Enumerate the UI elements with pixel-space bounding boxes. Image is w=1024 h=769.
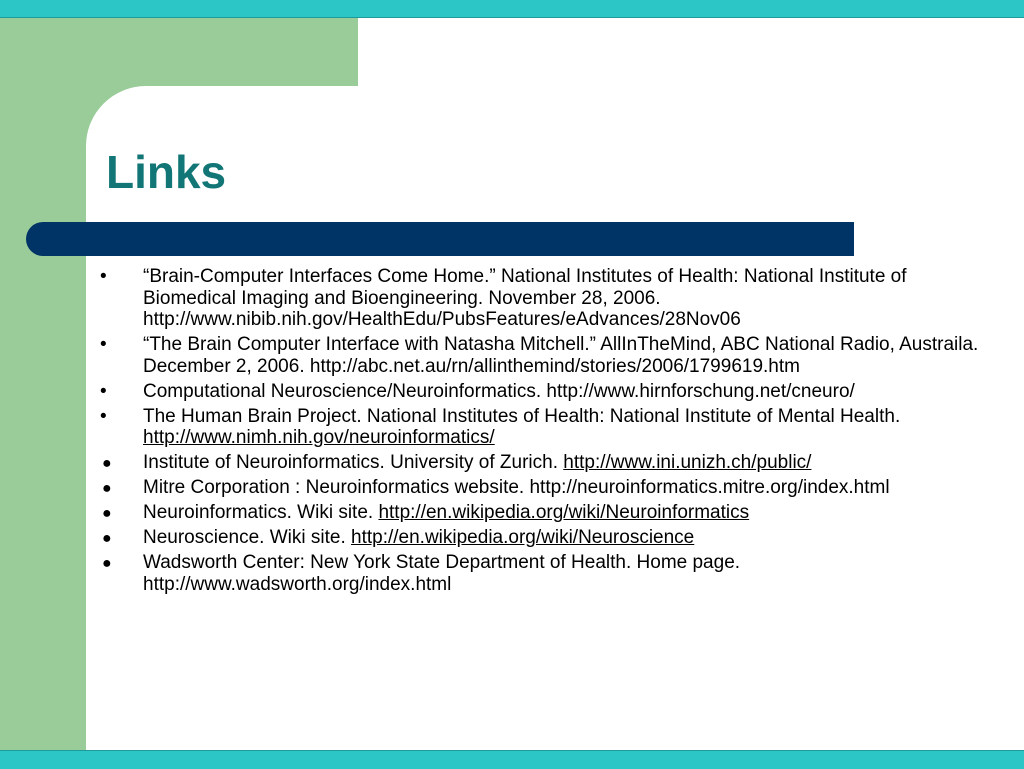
- list-item: [100, 266, 1000, 331]
- bullet-icon: •: [100, 405, 107, 427]
- wiki-neuroinformatics-link[interactable]: http://en.wikipedia.org/wiki/Neuroinformatics: [378, 502, 750, 523]
- top-accent-bar: [0, 0, 1024, 18]
- bullet-icon: •: [100, 380, 107, 402]
- list-item: [100, 502, 1000, 524]
- item-text: Computational Neuroscience/Neuroinformatics. http://www.hirnforschung.net/cneuro/: [143, 380, 855, 402]
- item-text: The Human Brain Project. National Institutes of Health: National Institute of Mental Health.: [143, 405, 901, 427]
- item-text: Neuroinformatics. Wiki site.: [143, 502, 374, 523]
- bullet-icon: •: [100, 334, 107, 355]
- nimh-link[interactable]: http://www.nimh.nih.gov/neuroinformatics/: [143, 427, 495, 448]
- bottom-accent-bar: [0, 750, 1024, 769]
- bullet-icon: ●: [102, 555, 112, 572]
- list-item: [100, 381, 1000, 403]
- item-text: Wadsworth Center: New York State Department of Health. Home page. http://www.wadsworth.org/index.html: [143, 552, 741, 595]
- bullet-icon: ●: [102, 455, 112, 472]
- links-list: [100, 266, 1000, 599]
- item-text: Neuroscience. Wiki site.: [143, 527, 346, 548]
- item-text: Mitre Corporation : Neuroinformatics website. http://neuroinformatics.mitre.org/index.html: [143, 477, 890, 498]
- bullet-icon: ●: [102, 530, 112, 547]
- wiki-neuroscience-link[interactable]: http://en.wikipedia.org/wiki/Neuroscience: [351, 527, 695, 548]
- list-item: [100, 477, 1000, 499]
- list-item: [100, 406, 1000, 449]
- bullet-icon: ●: [102, 505, 112, 522]
- bullet-icon: ●: [102, 480, 112, 497]
- unizh-link[interactable]: http://www.ini.unizh.ch/public/: [563, 452, 812, 473]
- list-item: [100, 552, 1000, 595]
- list-item: [100, 527, 1000, 549]
- list-item: [100, 452, 1000, 474]
- bullet-icon: •: [100, 266, 107, 287]
- item-text: “The Brain Computer Interface with Natasha Mitchell.” AllInTheMind, ABC National Radio, Austraila. December 2, 2006. http://abc.net.au/rn/allinthemind/stories/2006/1799619.htm: [143, 334, 979, 377]
- title-divider-bar: [26, 222, 854, 256]
- list-item: [100, 334, 1000, 377]
- slide-title: Links: [106, 146, 227, 198]
- item-text: “Brain-Computer Interfaces Come Home.” National Institutes of Health: National Institute of Biomedical Imaging and Bioengineering. November 28, 2006. http://www.nibib.nih.gov/HealthEdu/PubsFeatures/eAdvances/28Nov06: [143, 266, 907, 330]
- item-text: Institute of Neuroinformatics. University of Zurich.: [143, 452, 558, 473]
